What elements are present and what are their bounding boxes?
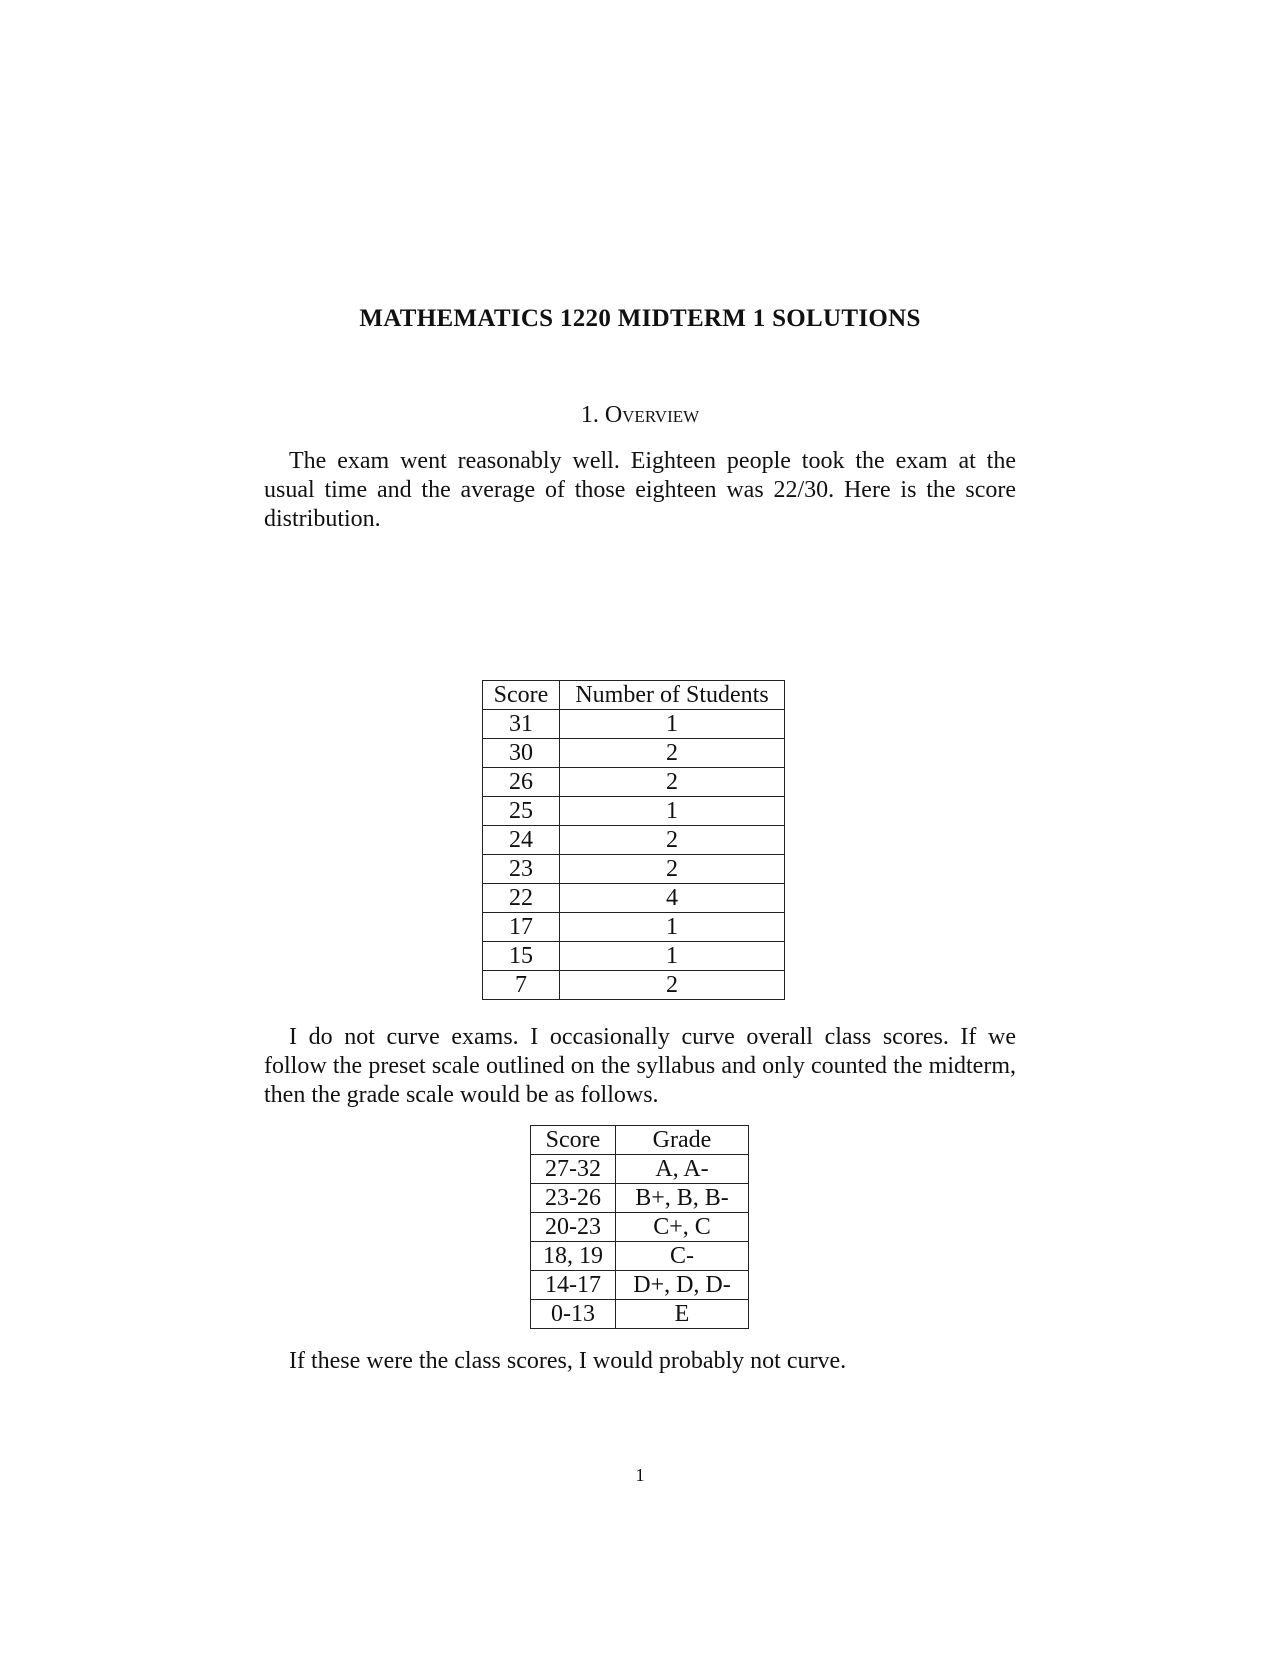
grade-cell: C-: [616, 1242, 749, 1271]
table-header-row: [531, 1126, 749, 1155]
count-cell: 2: [560, 768, 785, 797]
score-cell: 25: [483, 797, 560, 826]
page-number: 1: [635, 1465, 645, 1485]
column-header-score: Score: [531, 1126, 616, 1155]
score-range-cell: 23-26: [531, 1184, 616, 1213]
grade-cell: A, A-: [616, 1155, 749, 1184]
overview-paragraph: The exam went reasonably well. Eighteen people took the exam at the usual time and the average of those eighteen was 22/30. Here is the score distribution.: [264, 448, 1016, 532]
table-row: [483, 942, 785, 971]
table-row: [531, 1155, 749, 1184]
conclusion-paragraph: If these were the class scores, I would probably not curve.: [289, 1348, 847, 1374]
table-row: [483, 884, 785, 913]
table-row: [483, 768, 785, 797]
count-cell: 4: [560, 884, 785, 913]
table-row: [483, 710, 785, 739]
table-header-row: [483, 681, 785, 710]
table-row: [483, 739, 785, 768]
count-cell: 2: [560, 826, 785, 855]
score-range-cell: 14-17: [531, 1271, 616, 1300]
score-range-cell: 20-23: [531, 1213, 616, 1242]
score-cell: 31: [483, 710, 560, 739]
count-cell: 1: [560, 797, 785, 826]
grade-scale-table: [530, 1125, 749, 1329]
score-distribution-table: [482, 680, 785, 1000]
count-cell: 2: [560, 855, 785, 884]
document-title: MATHEMATICS 1220 MIDTERM 1 SOLUTIONS: [359, 305, 921, 332]
column-header-score: Score: [483, 681, 560, 710]
count-cell: 1: [560, 913, 785, 942]
section-heading: [0, 402, 1280, 429]
count-cell: 2: [560, 971, 785, 1000]
grade-cell: E: [616, 1300, 749, 1329]
count-cell: 2: [560, 739, 785, 768]
count-cell: 1: [560, 710, 785, 739]
table-row: [531, 1242, 749, 1271]
grade-cell: D+, D, D-: [616, 1271, 749, 1300]
table-row: [531, 1213, 749, 1242]
table-row: [483, 797, 785, 826]
score-cell: 30: [483, 739, 560, 768]
score-cell: 7: [483, 971, 560, 1000]
grade-cell: C+, C: [616, 1213, 749, 1242]
section-number: 1.: [580, 402, 599, 428]
table-row: [483, 913, 785, 942]
grade-cell: B+, B, B-: [616, 1184, 749, 1213]
table-row: [531, 1300, 749, 1329]
curve-paragraph: I do not curve exams. I occasionally curve overall class scores. If we follow the preset scale outlined on the syllabus and only counted the midterm, then the grade scale would be as follows.: [264, 1024, 1016, 1108]
score-cell: 15: [483, 942, 560, 971]
table-row: [483, 855, 785, 884]
score-range-cell: 27-32: [531, 1155, 616, 1184]
count-cell: 1: [560, 942, 785, 971]
section-title: Overview: [604, 402, 700, 428]
table-row: [483, 971, 785, 1000]
column-header-grade: Grade: [616, 1126, 749, 1155]
score-cell: 22: [483, 884, 560, 913]
table-row: [531, 1184, 749, 1213]
table-row: [531, 1271, 749, 1300]
score-range-cell: 0-13: [531, 1300, 616, 1329]
column-header-number-of-students: Number of Students: [560, 681, 785, 710]
table-row: [483, 826, 785, 855]
score-cell: 26: [483, 768, 560, 797]
score-range-cell: 18, 19: [531, 1242, 616, 1271]
score-cell: 23: [483, 855, 560, 884]
score-cell: 17: [483, 913, 560, 942]
score-cell: 24: [483, 826, 560, 855]
